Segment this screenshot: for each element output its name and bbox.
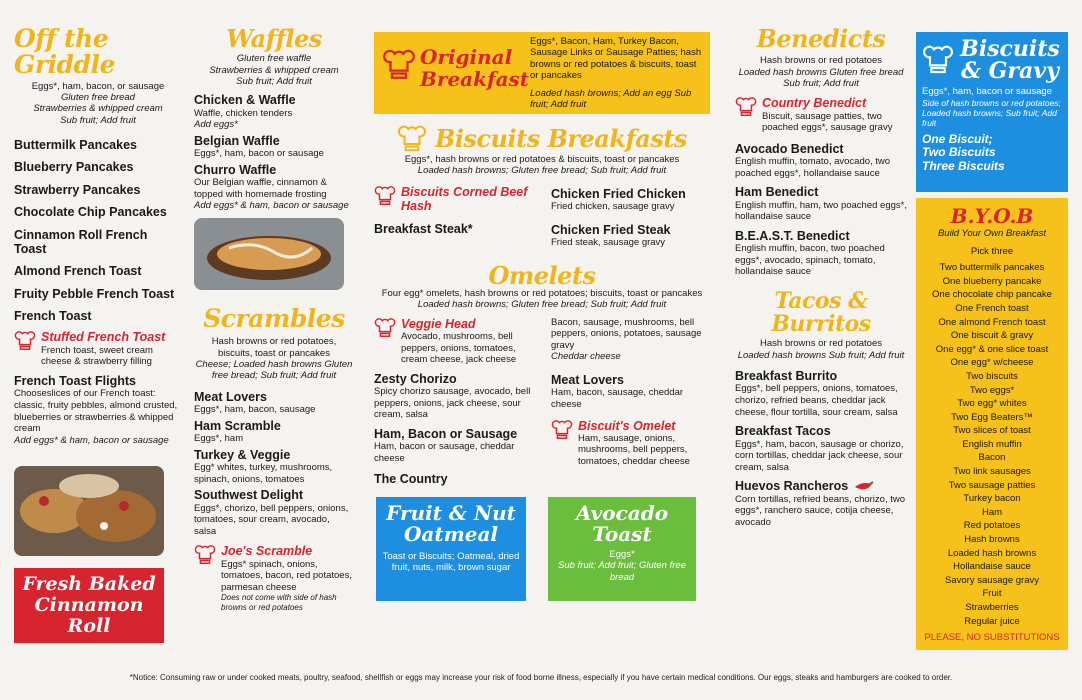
- menu-item: Avocado Benedict: [735, 141, 844, 156]
- griddle-sub: Eggs*, ham, bacon, or sausage Gluten free bread Strawberries & whipped cream Sub fruit; Add fruit: [31, 80, 165, 126]
- menu-item: The Country: [374, 472, 448, 487]
- griddle-title: Off the Griddle: [14, 24, 115, 80]
- byob-item: One egg* w/cheese: [950, 357, 1034, 369]
- biscuits-omelet-item: Biscuit's Omelet Ham, sausage, onions, mushrooms, bell peppers, tomatoes, cheddar cheese: [551, 419, 710, 468]
- country-benedict-item: Country Benedict Biscuit, sausage patties, two poached eggs*, sausage gravy: [735, 96, 907, 134]
- menu-item: Churro Waffle: [194, 162, 277, 177]
- chef-hat-icon: [382, 48, 416, 82]
- byob-item: English muffin: [962, 438, 1022, 450]
- biscuits-title: Biscuits Breakfasts: [435, 124, 687, 154]
- waffles-section: Waffles Gluten free waffle Strawberries & whipped cream Sub fruit; Add fruit Chicken & Waffle Waffle, chicken tenders Add eggs* Belgian Waffle Eggs*, ham, bacon or sausage Churro Waffle Our Belgian waffle, cinnamon & topped with homemade frosting Add eggs* & ham, bacon or sausage Scrambles Hash browns or red potatoes, biscuits, toast or pancakes Cheese; Loaded hash browns Gluten free bread; Sub fruit; Add fruit Meat Lovers Eggs*, ham, bacon, sausage Ham Scramble Eggs*, ham Turkey & Veggie Egg* whites, turkey, mushrooms, spinach, onions, tomatoes Southwest Delight Eggs*, chorizo, bell peppers, onions, tomatoes, sour cream, avocado, salsa Joe's Scramble Eggs* spinach, onions, tomatoes, bacon, red potatoes, parmesan cheese Does not come with side of hash browns or red potatoes: [194, 24, 353, 613]
- menu-item: Zesty Chorizo: [374, 371, 457, 386]
- menu-item: Breakfast Steak*: [374, 221, 473, 236]
- menu-item: B.E.A.S.T. Benedict: [735, 228, 850, 243]
- byob-item: Fruit: [982, 588, 1002, 600]
- french-toast-photo: [14, 466, 164, 556]
- byob-item: One almond French toast: [938, 316, 1046, 328]
- tacos-title: Tacos & Burritos: [771, 288, 871, 338]
- right-column: [916, 26, 1068, 650]
- byob-item: Red potatoes: [963, 520, 1021, 532]
- menu-item: Cinnamon Roll French Toast: [14, 227, 148, 256]
- menu-item: Meat Lovers: [194, 389, 267, 404]
- menu-item: French Toast: [14, 309, 92, 324]
- chef-hat-icon: [551, 419, 573, 441]
- menu-item: Belgian Waffle: [194, 133, 280, 148]
- menu-item: Meat Lovers: [551, 372, 624, 387]
- chef-hat-icon: [14, 330, 36, 352]
- byob-item: Two buttermilk pancakes: [939, 262, 1045, 274]
- menu-item: Blueberry Pancakes: [14, 160, 134, 175]
- chef-hat-icon: [735, 96, 757, 118]
- signature-item-name: Joe's Scramble: [221, 544, 313, 559]
- griddle-section: Off the Griddle Eggs*, ham, bacon, or sausage Gluten free bread Strawberries & whipped cream Sub fruit; Add fruit Buttermilk Pancakes Blueberry Pancakes Strawberry Pancakes Chocolate Chip Pancakes Cinnamon Roll French Toast Almond French Toast Fruity Pebble French Toast French Toast Stuffed French Toast French toast, sweet cream cheese & strawberry filling French Toast Flights Chooseslices of our French toast: classic, fruity pebbles, almond crusted, blueberries or strawberries & whipped cream Add eggs* & ham, bacon or sausage Fresh Baked Cinnamon Roll: [14, 26, 182, 643]
- menu-item: French Toast Flights: [14, 373, 136, 388]
- omelets-title: Omelets: [488, 260, 596, 290]
- byob-item: One French toast: [955, 302, 1029, 314]
- menu-item: Chicken Fried Steak: [551, 222, 671, 237]
- chef-hat-icon: [397, 124, 427, 154]
- joes-scramble: Joe's Scramble Eggs* spinach, onions, tomatoes, bacon, red potatoes, parmesan cheese Does not come with side of hash browns or red potatoes: [194, 544, 354, 613]
- footer-notice: *Notice: Consuming raw or under cooked meats, poultry, seafood, shellfish or eggs may increase your risk of food borne illness, especially if you have certain medical conditions. Our eggs, steaks and hamburgers are cooked to order.: [129, 673, 953, 682]
- waffles-title: Waffles: [226, 24, 322, 53]
- byob-item: Regular juice: [964, 615, 1020, 627]
- original-title: Original Breakfast: [420, 45, 530, 91]
- byob-item: One chocolate chip pancake: [932, 289, 1052, 301]
- byob-item: Two biscuits: [966, 370, 1018, 382]
- menu-item: Ham Benedict: [735, 185, 819, 200]
- byob-item: Hollandaise sauce: [953, 561, 1031, 573]
- byob-item: Two sausage patties: [948, 479, 1036, 491]
- veggie-head-item: Veggie Head Avocado, mushrooms, bell peppers, onions, tomatoes, cream cheese, jack cheese: [374, 317, 533, 366]
- byob-box: B.Y.O.B Build Your Own Breakfast Pick three Two buttermilk pancakes One blueberry pancake One chocolate chip pancake One French toast One almond French toast One biscuit & gravy One egg* & one slice toast One egg* w/cheese Two biscuits Two eggs* Two egg* whites Two Egg Beaters™ Two slices of toast English muffin Bacon Two link sausages Two sausage patties Turkey bacon Ham Red potatoes Hash browns Loaded hash browns Hollandaise sauce Savory sausage gravy Fruit Strawberries Regular juice PLEASE, NO SUBSTITUTIONS: [916, 198, 1068, 650]
- byob-item: Two link sausages: [953, 466, 1031, 478]
- byob-item: One biscuit & gravy: [950, 330, 1034, 342]
- original-breakfast-box: Original Breakfast Eggs*, Bacon, Ham, Turkey Bacon, Sausage Links or Sausage Patties; hash browns or red potatoes & biscuits, toast or pancakes Loaded hash browns; Add an egg Sub fruit; Add fruit: [374, 32, 710, 114]
- corned-beef-item: Biscuits Corned Beef Hash: [374, 185, 533, 214]
- signature-item-name: Stuffed French Toast: [41, 330, 166, 345]
- byob-item: Two slices of toast: [953, 425, 1031, 437]
- chef-hat-icon: [194, 544, 216, 566]
- stuffed-french-toast: Stuffed French Toast French toast, sweet cream cheese & strawberry filling: [14, 330, 182, 368]
- biscuits-gravy-box: Biscuits & Gravy Eggs*, ham, bacon or sausage Side of hash browns or red potatoes; Loaded hash browns; Sub fruit; Add fruit One Biscuit; Two Biscuits Three Biscuits: [916, 32, 1068, 192]
- byob-item: Two Egg Beaters™: [951, 411, 1033, 423]
- griddle-items: [14, 138, 182, 323]
- byob-item: One egg* & one slice toast: [935, 343, 1049, 355]
- byob-item: Two eggs*: [969, 384, 1015, 396]
- menu-item: Fruity Pebble French Toast: [14, 286, 175, 301]
- menu-item: Southwest Delight: [194, 488, 304, 503]
- chili-pepper-icon: [852, 481, 874, 493]
- byob-item: Ham: [981, 506, 1003, 518]
- byob-item: Bacon: [978, 452, 1006, 464]
- byob-item: Turkey bacon: [963, 493, 1021, 505]
- oatmeal-box: Fruit & Nut Oatmeal Toast or Biscuits; Oatmeal, dried fruit, nuts, milk, brown sugar: [376, 497, 526, 601]
- scrambles-title: Scrambles: [203, 303, 345, 333]
- center-column: Original Breakfast Eggs*, Bacon, Ham, Turkey Bacon, Sausage Links or Sausage Patties; hash browns or red potatoes & biscuits, toast or pancakes Loaded hash browns; Add an egg Sub fruit; Add fruit Biscuits Breakfasts Eggs*, hash browns or red potatoes & biscuits, toast or pancakes Loaded hash browns; Gluten free bread; Sub fruit; Add fruit Biscuits Corned Beef Hash Breakfast Steak* Chicken Fried Chicken Fried chicken, sausage gravy Chicken Fried Steak Fried steak, sausage gravy Omelets Four egg* omelets, hash browns or red potatoes; biscuits, toast or pancakes Loaded hash browns; Gluten free bread; Sub fruit; Add fruit Veggie Head Avocado, mushrooms, bell peppers, onions, tomatoes, cream cheese, jack cheese Zesty Chorizo Spicy chorizo sausage, avocado, bell peppers, onions, jack cheese, sour cream, salsa Ham, Bacon or Sausage Ham, bacon or sausage, cheddar cheese The Country Bacon, sausage, mushrooms, bell peppers, onions, potatoes, sausage gravy Cheddar cheese Meat Lovers Ham, bacon, sausage, cheddar cheese Biscuit's Omelet Ham, sausage, onions, mushrooms, bell peppers, tomatoes, cheddar cheese Fruit & Nut Oatmeal Toast or Biscuits; Oatmeal, dried fruit, nuts, milk, brown sugar Avocado Toast Eggs* Sub fruit; Add fruit; Gluten free bread: [374, 26, 710, 601]
- benedicts-section: Benedicts Hash browns or red potatoes Loaded hash browns Gluten free bread Sub fruit; Add fruit Country Benedict Biscuit, sausage patties, two poached eggs*, sausage gravy Avocado Benedict English muffin, tomato, avocado, two poached eggs*, hollandaise sauce Ham Benedict English muffin, ham, two poached eggs*, hollandaise sauce B.E.A.S.T. Benedict English muffin, bacon, two poached eggs*, avocado, spinach, tomato, hollandaise sauce Tacos & Burritos Hash browns or red potatoes Loaded hash browns Sub fruit; Add fruit Breakfast Burrito Eggs*, bell peppers, onions, tomatoes, chorizo, refried beans, cheddar jack cheese, flour tortilla, sour cream, salsa Breakfast Tacos Eggs*, ham, bacon, sausage or chorizo, corn tortillas, cheddar jack cheese, sour cream, salsa Huevos Rancheros Corn tortillas, refried beans, chorizo, two eggs*, ranchero sauce, cotija cheese, avocado: [735, 24, 907, 528]
- menu-item: Almond French Toast: [14, 264, 142, 279]
- menu-item: Huevos Rancheros: [735, 479, 907, 493]
- menu-item: Breakfast Burrito: [735, 369, 838, 384]
- menu-item: Ham Scramble: [194, 418, 281, 433]
- menu-item: Buttermilk Pancakes: [14, 138, 137, 153]
- benedicts-title: Benedicts: [756, 24, 886, 53]
- chef-hat-icon: [374, 185, 396, 207]
- menu-item: Chicken & Waffle: [194, 93, 296, 108]
- chef-hat-icon: [922, 44, 954, 76]
- menu-item: Strawberry Pancakes: [14, 182, 141, 197]
- byob-item: Hash browns: [964, 534, 1020, 546]
- byob-item: Two egg* whites: [957, 398, 1027, 410]
- cinnamon-roll-box: Fresh Baked Cinnamon Roll: [14, 568, 164, 643]
- menu-item: Breakfast Tacos: [735, 424, 831, 439]
- byob-item: Savory sausage gravy: [945, 574, 1039, 586]
- menu-item: Turkey & Veggie: [194, 447, 291, 462]
- menu-item: Chicken Fried Chicken: [551, 186, 686, 201]
- churro-waffle-photo: [194, 218, 344, 290]
- avocado-toast-box: Avocado Toast Eggs* Sub fruit; Add fruit; Gluten free bread: [548, 497, 696, 601]
- byob-item: Strawberries: [965, 602, 1019, 613]
- byob-item: Loaded hash browns: [947, 547, 1037, 559]
- byob-item: One blueberry pancake: [942, 275, 1042, 287]
- menu-item: Ham, Bacon or Sausage: [374, 426, 518, 441]
- chef-hat-icon: [374, 317, 396, 339]
- menu-item: Chocolate Chip Pancakes: [14, 205, 167, 220]
